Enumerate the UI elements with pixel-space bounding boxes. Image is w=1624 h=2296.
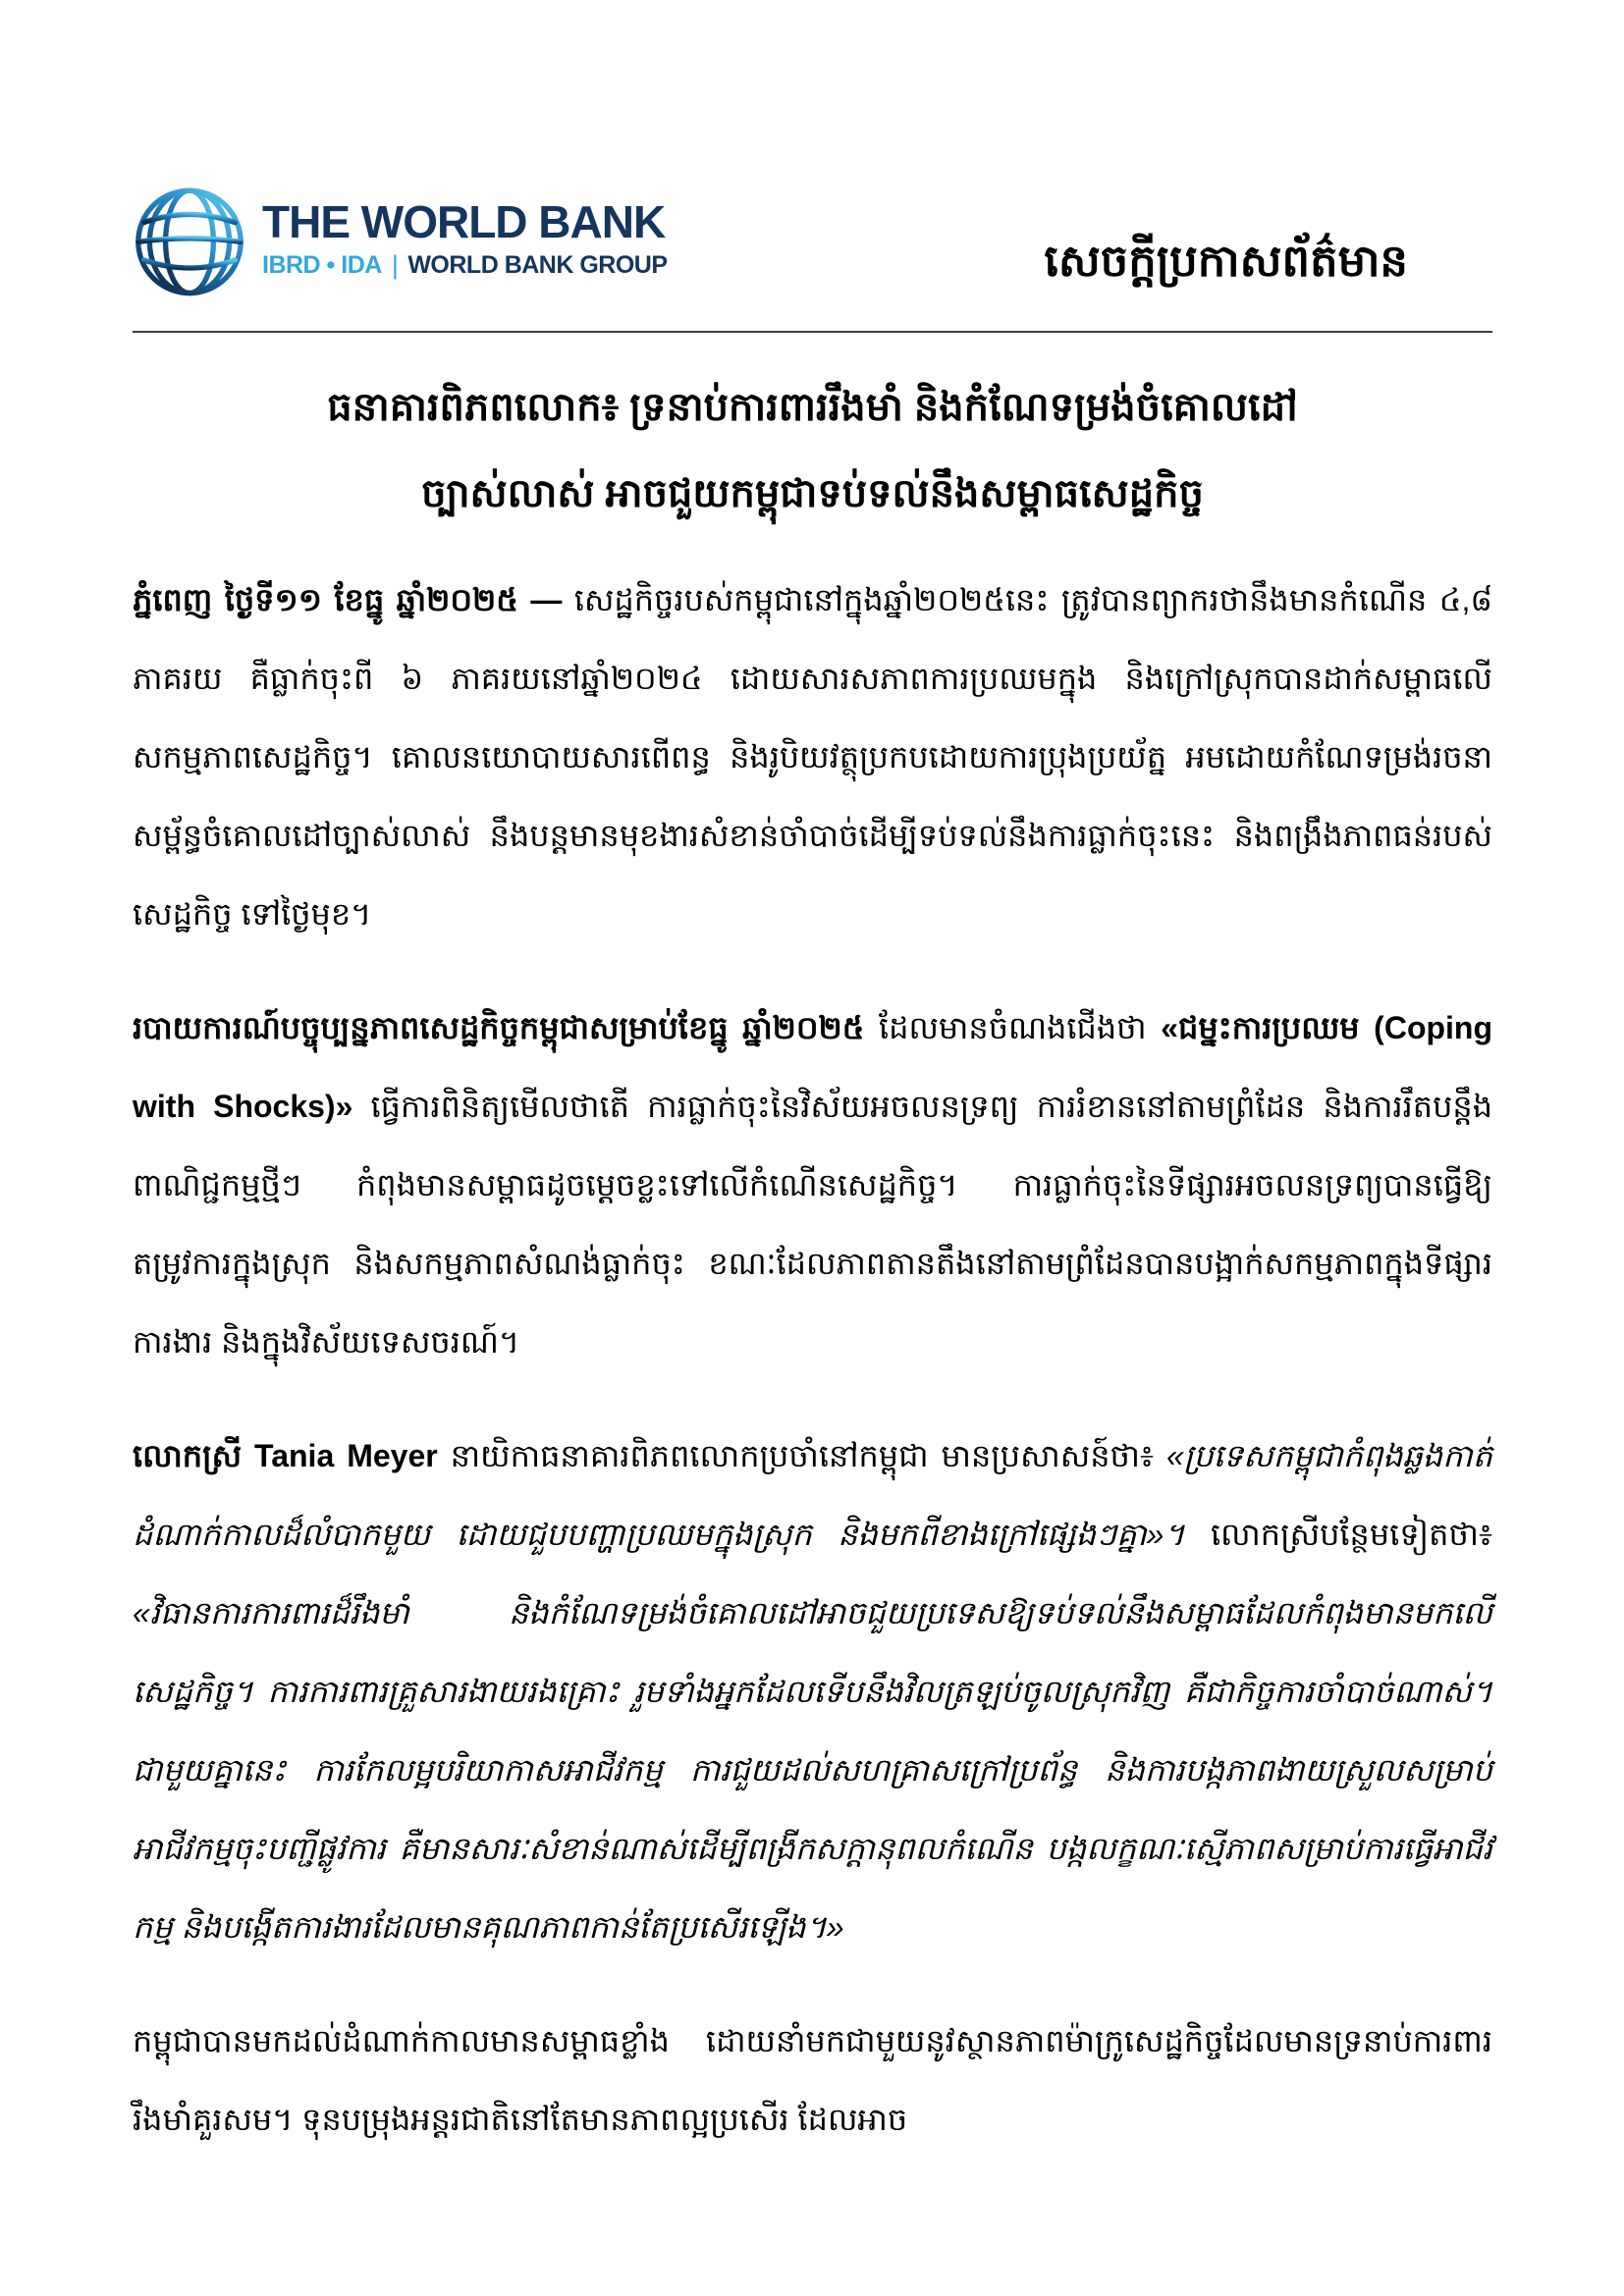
world-bank-globe-icon — [133, 180, 246, 299]
text-segment-regular: លោកស្រីបន្ថែមទៀតថា៖ — [1210, 1517, 1492, 1552]
text-segment-regular: កម្ពុជាបានមកដល់ដំណាក់កាលមានសម្ពាធខ្លាំង ដោយនាំមកជាមួយនូវស្ថានភាពម៉ាក្រូសេដ្ឋកិច្ចដែលមានទ្រនាប់ការពាររឹងមាំគួរសម។ ទុនបម្រុងអន្តរជាតិនៅតែមានភាពល្អប្រសើរ ដែលអាច — [133, 2023, 1492, 2137]
document-title — [133, 364, 1492, 537]
logo-group-label: WORLD BANK GROUP — [407, 251, 668, 280]
logo-text — [262, 195, 668, 281]
logo-org-name: THE WORLD BANK — [262, 195, 666, 247]
paragraph — [133, 2002, 1492, 2159]
text-segment-italic: «ប្រទេសកម្ពុជាកំពុងឆ្លងកាត់ដំណាក់កាលដ៏លំបាកមួយ ដោយជួបបញ្ហាប្រឈមក្នុងស្រុក និងមកពីខាងក្រៅផ្សេងៗគ្នា»។ — [133, 1438, 1493, 1552]
world-bank-logo — [133, 180, 668, 299]
paragraph — [133, 988, 1492, 1381]
text-segment-regular: សេដ្ឋកិច្ចរបស់កម្ពុជានៅក្នុងឆ្នាំ២០២៥នេះ ត្រូវបានព្យាករថានឹងមានកំណើន ៤,៨ ភាគរយ គឺធ្លាក់ចុះពី ៦ ភាគរយនៅឆ្នាំ២០២៤ ដោយសារសភាពការប្រឈមក្នុង និងក្រៅស្រុកបានដាក់សម្ពាធលើសកម្មភាពសេដ្ឋកិច្ច។ គោលនយោបាយសារពើពន្ធ និងរូបិយវត្ថុប្រកបដោយការប្រុងប្រយ័ត្ន អមដោយកំណែទម្រង់រចនាសម្ព័ន្ធចំគោលដៅច្បាស់លាស់ នឹងបន្តមានមុខងារសំខាន់ចាំបាច់ដើម្បីទប់ទល់នឹងការធ្លាក់ចុះនេះ និងពង្រឹងភាពធន់របស់សេដ្ឋកិច្ច ទៅថ្ងៃមុខ។ — [133, 582, 1493, 932]
header-divider-line — [133, 331, 1492, 333]
logo-ibrd-ida-label: IBRD • IDA — [262, 251, 382, 280]
logo-divider-bar: | — [391, 250, 399, 281]
text-segment-bold: «ជម្នះការប្រឈម (Coping with Shocks)» — [133, 1010, 1493, 1124]
press-release-label: សេចក្ដីប្រកាសព័ត៌មាន — [1044, 236, 1408, 286]
text-segment-regular: ដែលមានចំណងជើងថា — [878, 1010, 1162, 1045]
text-segment-regular: ធ្វើការពិនិត្យមើលថាតើ ការធ្លាក់ចុះនៃវិស័យអចលនទ្រព្យ ការរំខាននៅតាមព្រំដែន និងការរឹតបន្តឹងពាណិជ្ជកម្មថ្មីៗ កំពុងមានសម្ពាធដូចម្ដេចខ្លះទៅលើកំណើនសេដ្ឋកិច្ច។ ការធ្លាក់ចុះនៃទីផ្សារអចលនទ្រព្យបានធ្វើឱ្យតម្រូវការក្នុងស្រុក និងសកម្មភាពសំណង់ធ្លាក់ចុះ ខណៈដែលភាពតានតឹងនៅតាមព្រំដែនបានបង្អាក់សកម្មភាពក្នុងទីផ្សារការងារ និងក្នុងវិស័យទេសចរណ៍។ — [133, 1089, 1493, 1360]
text-segment-bold: លោកស្រី Tania Meyer — [133, 1438, 451, 1473]
document-title-line1: ធនាគារពិភពលោក៖ ទ្រនាប់ការពាររឹងមាំ និងកំណែទម្រង់ចំគោលដៅ — [327, 386, 1298, 429]
text-segment-bold: ភ្នំពេញ ថ្ងៃទី១១ ខែធ្នូ ឆ្នាំ២០២៥ — — [133, 582, 574, 617]
header — [133, 180, 1492, 299]
paragraph — [133, 561, 1492, 953]
document-body — [133, 561, 1492, 2159]
logo-subtitle — [262, 250, 668, 281]
text-segment-italic: «វិធានការការពារដ៏រឹងមាំ និងកំណែទម្រង់ចំគោលដៅអាចជួយប្រទេសឱ្យទប់ទល់នឹងសម្ពាធដែលកំពុងមានមកលើសេដ្ឋកិច្ច។ ការការពារគ្រួសារងាយរងគ្រោះ រួមទាំងអ្នកដែលទើបនឹងវិលត្រឡប់ចូលស្រុកវិញ គឺជាកិច្ចការចាំបាច់ណាស់។ ជាមួយគ្នានេះ ការកែលម្អបរិយាកាសអាជីវកម្ម ការជួយដល់សហគ្រាសក្រៅប្រព័ន្ធ និងការបង្កភាពងាយស្រួលសម្រាប់អាជីវកម្មចុះបញ្ជីផ្លូវការ គឺមានសារៈសំខាន់ណាស់ដើម្បីពង្រីកសក្ដានុពលកំណើន បង្កលក្ខណៈស្មើភាពសម្រាប់ការធ្វើអាជីវកម្ម និងបង្កើតការងារដែលមានគុណភាពកាន់តែប្រសើរឡើង។» — [133, 1595, 1492, 1945]
paragraph — [133, 1416, 1492, 1966]
document-title-line2: ច្បាស់លាស់ អាចជួយកម្ពុជាទប់ទល់នឹងសម្ពាធសេដ្ឋកិច្ច — [421, 472, 1204, 515]
text-segment-bold: របាយការណ៍បច្ចុប្បន្នភាពសេដ្ឋកិច្ចកម្ពុជាសម្រាប់ខែធ្នូ ឆ្នាំ២០២៥ — [133, 1010, 879, 1045]
text-segment-regular: នាយិកាធនាគារពិភពលោកប្រចាំនៅកម្ពុជា មានប្រសាសន៍ថា៖ — [450, 1438, 1166, 1473]
